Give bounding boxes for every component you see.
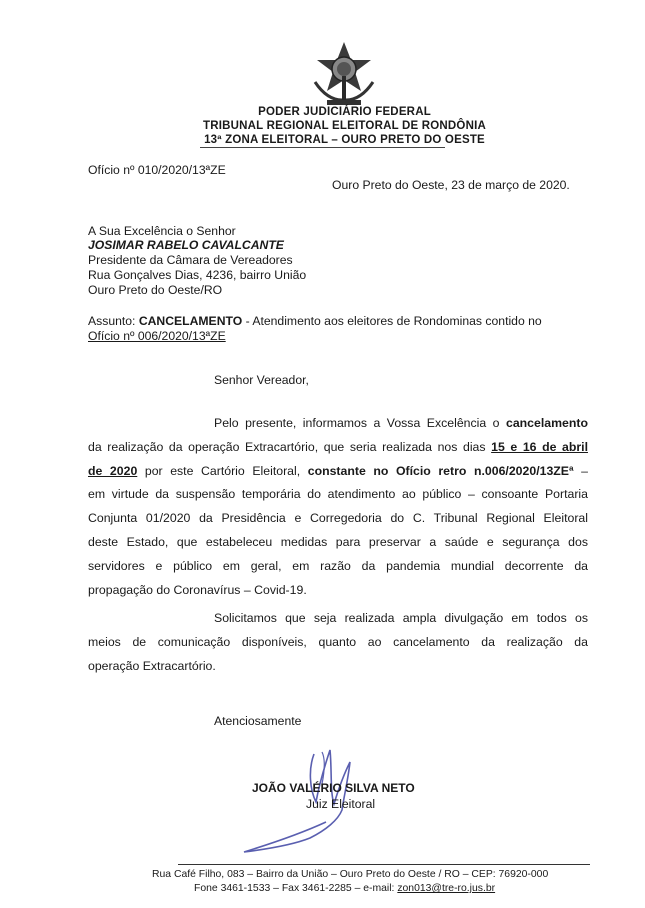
- p1-line-2: da realização da operação Extracartório, que seria realizada nos dias 15 e 16 de abril: [88, 439, 588, 454]
- recipient-salutation: A Sua Excelência o Senhor: [88, 224, 236, 238]
- subject-label: Assunto:: [88, 314, 136, 328]
- subject-line: [88, 314, 542, 328]
- coat-of-arms-emblem: [305, 40, 383, 110]
- p2-line-2: meios de comunicação disponíveis, quanto ao cancelamento da realização da: [88, 634, 588, 649]
- signer-title: Juiz Eleitoral: [306, 797, 376, 811]
- body-paragraph-1: [88, 412, 588, 602]
- p2-line-1: Solicitamos que seja realizada ampla divulgação em todos os: [214, 611, 588, 625]
- footer-phones: Fone 3461-1533 – Fax 3461-2285 – e-mail:: [194, 883, 398, 894]
- footer-email-link[interactable]: zon013@tre-ro.jus.br: [397, 883, 496, 894]
- subject-keyword: CANCELAMENTO: [138, 314, 243, 328]
- letter-reference: Ofício nº 010/2020/13ªZE: [88, 163, 226, 177]
- signer-name: JOÃO VALÉRIO SILVA NETO: [252, 781, 415, 795]
- recipient-role: Presidente da Câmara de Vereadores: [88, 253, 293, 267]
- greeting: Senhor Vereador,: [214, 373, 309, 387]
- closing: Atenciosamente: [214, 714, 302, 728]
- footer-address: Rua Café Filho, 083 – Bairro da União – Ouro Preto do Oeste / RO – CEP: 76920-000: [152, 869, 549, 880]
- recipient-name: JOSIMAR RABELO CAVALCANTE: [88, 238, 284, 252]
- place-date: Ouro Preto do Oeste, 23 de março de 2020.: [332, 178, 570, 192]
- p1-line-3: de 2020 por este Cartório Eleitoral, constante no Ofício retro n.006/2020/13ZEª –: [88, 463, 588, 478]
- p1-line-7: servidores e público em geral, em razão da pandemia mundial decorrente da: [88, 558, 588, 573]
- p1-line-8: propagação do Coronavírus – Covid-19.: [88, 582, 307, 597]
- header-divider: [200, 147, 445, 148]
- p1-line-5: Conjunta 01/2020 da Presidência e Corregedoria do C. Tribunal Regional Eleitoral: [88, 511, 588, 526]
- p1-line-1: Pelo presente, informamos a Vossa Excelência o cancelamento: [214, 416, 588, 430]
- footer-divider: [178, 864, 590, 865]
- body-paragraph-2: [88, 607, 588, 678]
- header-tribunal: TRIBUNAL REGIONAL ELEITORAL DE RONDÔNIA: [203, 120, 486, 132]
- recipient-address: Rua Gonçalves Dias, 4236, bairro União: [88, 268, 307, 282]
- header-power: PODER JUDICIÁRIO FEDERAL: [258, 106, 431, 118]
- p1-line-6: deste Estado, que estabeleceu medidas para preservar a saúde e segurança dos: [88, 534, 588, 549]
- subject-reference: Ofício nº 006/2020/13ªZE: [88, 329, 226, 343]
- p2-line-3: operação Extracartório.: [88, 658, 216, 673]
- recipient-city: Ouro Preto do Oeste/RO: [88, 283, 223, 297]
- header-zone: 13ª ZONA ELEITORAL – OURO PRETO DO OESTE: [204, 134, 485, 146]
- footer-contact: [194, 882, 495, 895]
- p1-line-4: em virtude da suspensão temporária do atendimento ao público – consoante Portaria: [88, 487, 588, 502]
- subject-text: - Atendimento aos eleitores de Rondominas contido no: [242, 314, 542, 328]
